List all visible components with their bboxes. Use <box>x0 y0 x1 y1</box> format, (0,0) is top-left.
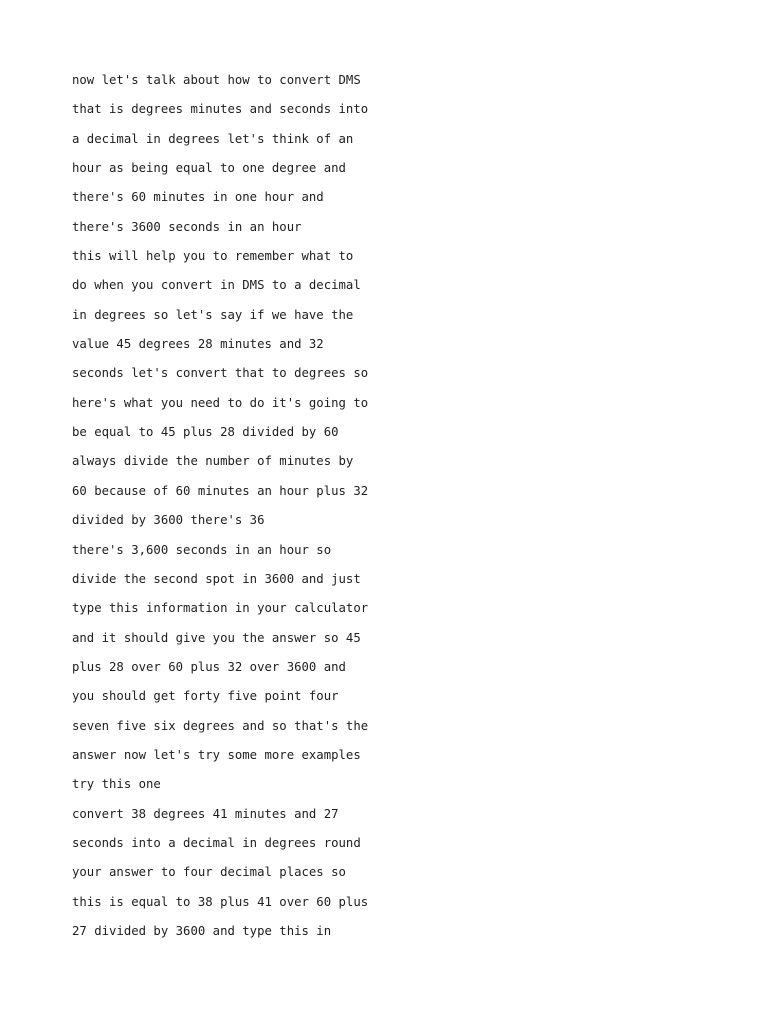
text-line: your answer to four decimal places so <box>72 865 346 880</box>
text-line: plus 28 over 60 plus 32 over 3600 and <box>72 659 346 674</box>
text-line: there's 3,600 seconds in an hour so <box>72 542 332 557</box>
text-line: 27 divided by 3600 and type this in <box>72 923 332 938</box>
text-line: a decimal in degrees let's think of an <box>72 131 354 146</box>
transcript-text <box>72 67 732 947</box>
text-line: answer now let's try some more examples <box>72 747 361 762</box>
text-line: this will help you to remember what to <box>72 249 354 264</box>
text-line: there's 60 minutes in one hour and <box>72 190 324 205</box>
text-line: value 45 degrees 28 minutes and 32 <box>72 337 324 352</box>
text-line: be equal to 45 plus 28 divided by 60 <box>72 425 339 440</box>
text-line: that is degrees minutes and seconds into <box>72 102 369 117</box>
text-line: type this information in your calculator <box>72 601 369 616</box>
text-line: seconds let's convert that to degrees so <box>72 366 369 381</box>
text-line: 60 because of 60 minutes an hour plus 32 <box>72 483 369 498</box>
text-line: there's 3600 seconds in an hour <box>72 219 302 234</box>
text-line: this is equal to 38 plus 41 over 60 plus <box>72 894 369 909</box>
text-line: seconds into a decimal in degrees round <box>72 835 361 850</box>
text-line: in degrees so let's say if we have the <box>72 307 354 322</box>
text-line: always divide the number of minutes by <box>72 454 354 469</box>
text-line: you should get forty five point four <box>72 689 339 704</box>
text-line: try this one <box>72 777 161 792</box>
text-line: now let's talk about how to convert DMS <box>72 73 361 87</box>
text-line: hour as being equal to one degree and <box>72 161 346 176</box>
text-line: do when you convert in DMS to a decimal <box>72 278 361 293</box>
text-line: divided by 3600 there's 36 <box>72 513 265 528</box>
text-line: and it should give you the answer so 45 <box>72 630 361 645</box>
text-line: divide the second spot in 3600 and just <box>72 571 361 586</box>
text-line: here's what you need to do it's going to <box>72 395 369 410</box>
text-line: seven five six degrees and so that's the <box>72 718 369 733</box>
text-line: convert 38 degrees 41 minutes and 27 <box>72 806 339 821</box>
